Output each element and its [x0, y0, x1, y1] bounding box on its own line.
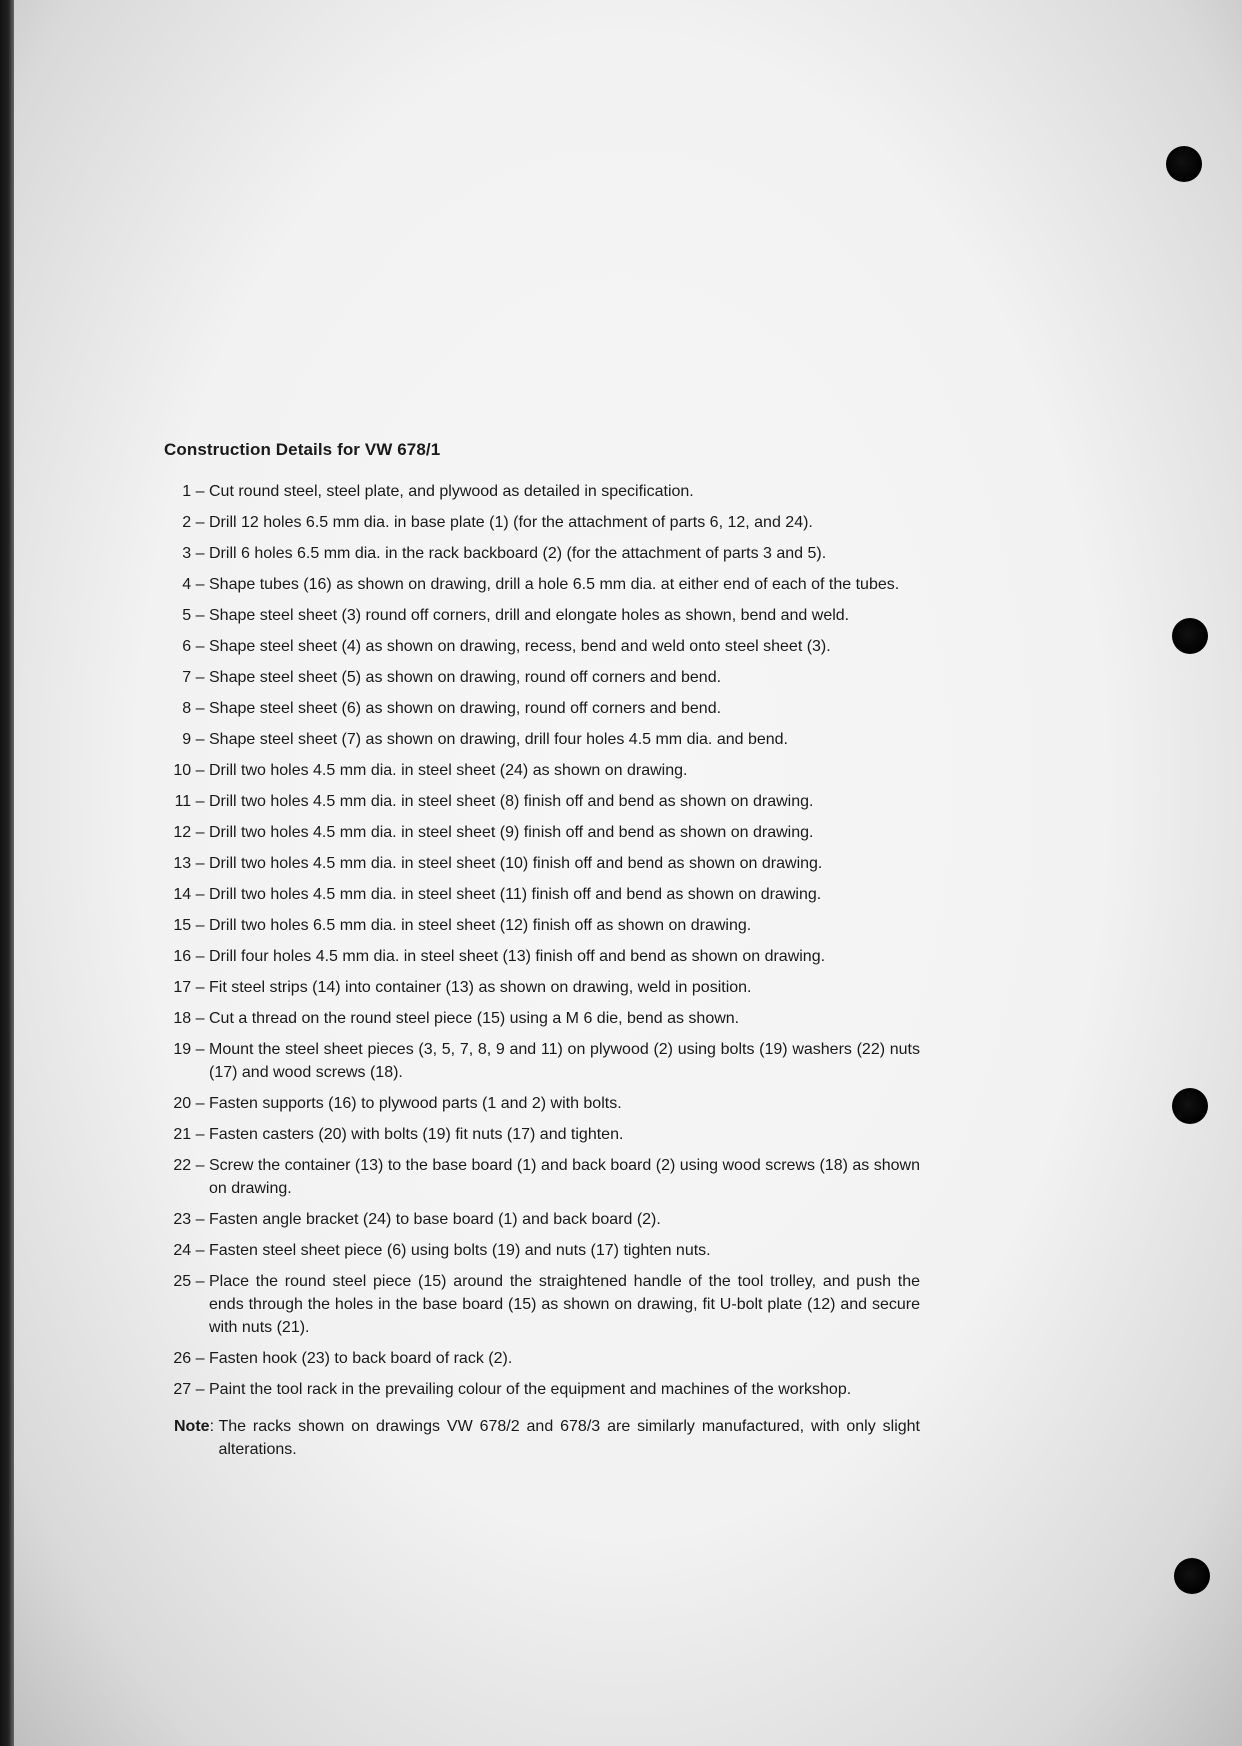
step-item — [164, 542, 920, 565]
step-item — [164, 790, 920, 813]
step-number: 20 – — [164, 1092, 209, 1115]
punch-hole — [1166, 146, 1202, 182]
note-label: Note — [174, 1418, 210, 1435]
step-item — [164, 1378, 920, 1401]
step-number: 14 – — [164, 883, 209, 906]
step-text: Fasten angle bracket (24) to base board (1) and back board (2). — [209, 1211, 661, 1228]
punch-hole — [1172, 618, 1208, 654]
note-colon: : — [209, 1418, 219, 1435]
step-item — [164, 821, 920, 844]
step-text: Shape steel sheet (3) round off corners, drill and elongate holes as shown, bend and weld. — [209, 607, 850, 624]
punch-hole — [1172, 1088, 1208, 1124]
step-number: 21 – — [164, 1123, 209, 1146]
step-number: 17 – — [164, 976, 209, 999]
step-text: Paint the tool rack in the prevailing colour of the equipment and machines of the workshop. — [209, 1381, 852, 1398]
step-number: 5 – — [164, 604, 209, 627]
page-edge-shadow — [0, 0, 14, 1746]
step-text: Drill two holes 4.5 mm dia. in steel sheet (8) finish off and bend as shown on drawing. — [209, 793, 814, 810]
step-text: Cut round steel, steel plate, and plywood as detailed in specification. — [209, 483, 694, 500]
step-number: 18 – — [164, 1007, 209, 1030]
step-number: 4 – — [164, 573, 209, 596]
step-text: Fasten hook (23) to back board of rack (2). — [209, 1350, 513, 1367]
document-body — [164, 440, 920, 1461]
step-text: Shape steel sheet (4) as shown on drawing, recess, bend and weld onto steel sheet (3). — [209, 638, 831, 655]
step-text: Mount the steel sheet pieces (3, 5, 7, 8, 9 and 11) on plywood (2) using bolts (19) washers (22) nuts (17) and wood screws (18). — [209, 1041, 920, 1081]
step-number: 15 – — [164, 914, 209, 937]
step-text: Drill two holes 6.5 mm dia. in steel sheet (12) finish off as shown on drawing. — [209, 917, 752, 934]
step-item — [164, 697, 920, 720]
step-number: 12 – — [164, 821, 209, 844]
step-item — [164, 1092, 920, 1115]
step-number: 11 – — [164, 790, 209, 813]
step-item — [164, 945, 920, 968]
step-text: Drill 12 holes 6.5 mm dia. in base plate (1) (for the attachment of parts 6, 12, and 24). — [209, 514, 813, 531]
step-item — [164, 604, 920, 627]
step-text: Drill two holes 4.5 mm dia. in steel sheet (24) as shown on drawing. — [209, 762, 688, 779]
step-number: 8 – — [164, 697, 209, 720]
step-text: Cut a thread on the round steel piece (15) using a M 6 die, bend as shown. — [209, 1010, 740, 1027]
step-text: Drill two holes 4.5 mm dia. in steel sheet (11) finish off and bend as shown on drawing. — [209, 886, 822, 903]
note-paragraph — [164, 1415, 920, 1461]
step-text: Fasten casters (20) with bolts (19) fit nuts (17) and tighten. — [209, 1126, 624, 1143]
step-number: 10 – — [164, 759, 209, 782]
step-number: 25 – — [164, 1270, 209, 1339]
step-item — [164, 914, 920, 937]
note-text: The racks shown on drawings VW 678/2 and 678/3 are similarly manufactured, with only slight alterations. — [218, 1418, 920, 1458]
step-item — [164, 1038, 920, 1084]
step-item — [164, 635, 920, 658]
step-text: Shape steel sheet (7) as shown on drawing, drill four holes 4.5 mm dia. and bend. — [209, 731, 788, 748]
punch-hole — [1174, 1558, 1210, 1594]
step-text: Drill 6 holes 6.5 mm dia. in the rack backboard (2) (for the attachment of parts 3 and 5). — [209, 545, 827, 562]
step-number: 2 – — [164, 511, 209, 534]
step-text: Shape steel sheet (5) as shown on drawing, round off corners and bend. — [209, 669, 722, 686]
step-item — [164, 511, 920, 534]
step-text: Shape tubes (16) as shown on drawing, drill a hole 6.5 mm dia. at either end of each of the tubes. — [209, 576, 900, 593]
step-text: Fasten steel sheet piece (6) using bolts (19) and nuts (17) tighten nuts. — [209, 1242, 711, 1259]
step-text: Screw the container (13) to the base board (1) and back board (2) using wood screws (18) as shown on drawing. — [209, 1157, 920, 1197]
step-item — [164, 1123, 920, 1146]
step-text: Drill two holes 4.5 mm dia. in steel sheet (10) finish off and bend as shown on drawing. — [209, 855, 823, 872]
step-number: 16 – — [164, 945, 209, 968]
step-item — [164, 666, 920, 689]
step-item — [164, 1347, 920, 1370]
step-item — [164, 1270, 920, 1339]
step-item — [164, 976, 920, 999]
step-number: 24 – — [164, 1239, 209, 1262]
step-number: 13 – — [164, 852, 209, 875]
step-number: 1 – — [164, 480, 209, 503]
step-item — [164, 883, 920, 906]
page-title: Construction Details for VW 678/1 — [164, 440, 441, 459]
step-number: 7 – — [164, 666, 209, 689]
step-text: Shape steel sheet (6) as shown on drawing, round off corners and bend. — [209, 700, 722, 717]
step-text: Drill two holes 4.5 mm dia. in steel sheet (9) finish off and bend as shown on drawing. — [209, 824, 814, 841]
step-number: 6 – — [164, 635, 209, 658]
step-number: 19 – — [164, 1038, 209, 1084]
step-item — [164, 1007, 920, 1030]
step-item — [164, 573, 920, 596]
step-item — [164, 759, 920, 782]
step-number: 26 – — [164, 1347, 209, 1370]
step-text: Fasten supports (16) to plywood parts (1 and 2) with bolts. — [209, 1095, 622, 1112]
step-item — [164, 1154, 920, 1200]
step-text: Place the round steel piece (15) around the straightened handle of the tool trolley, and push the ends through the holes in the base board (15) as shown on drawing, fit U-bolt plate (12) and secure with nuts (21). — [209, 1273, 920, 1336]
step-number: 9 – — [164, 728, 209, 751]
step-item — [164, 480, 920, 503]
step-item — [164, 1208, 920, 1231]
step-number: 27 – — [164, 1378, 209, 1401]
step-number: 22 – — [164, 1154, 209, 1200]
step-number: 3 – — [164, 542, 209, 565]
construction-steps-list — [164, 480, 920, 1401]
step-item — [164, 1239, 920, 1262]
step-text: Drill four holes 4.5 mm dia. in steel sheet (13) finish off and bend as shown on drawing. — [209, 948, 826, 965]
step-item — [164, 728, 920, 751]
step-number: 23 – — [164, 1208, 209, 1231]
step-item — [164, 852, 920, 875]
step-text: Fit steel strips (14) into container (13) as shown on drawing, weld in position. — [209, 979, 752, 996]
